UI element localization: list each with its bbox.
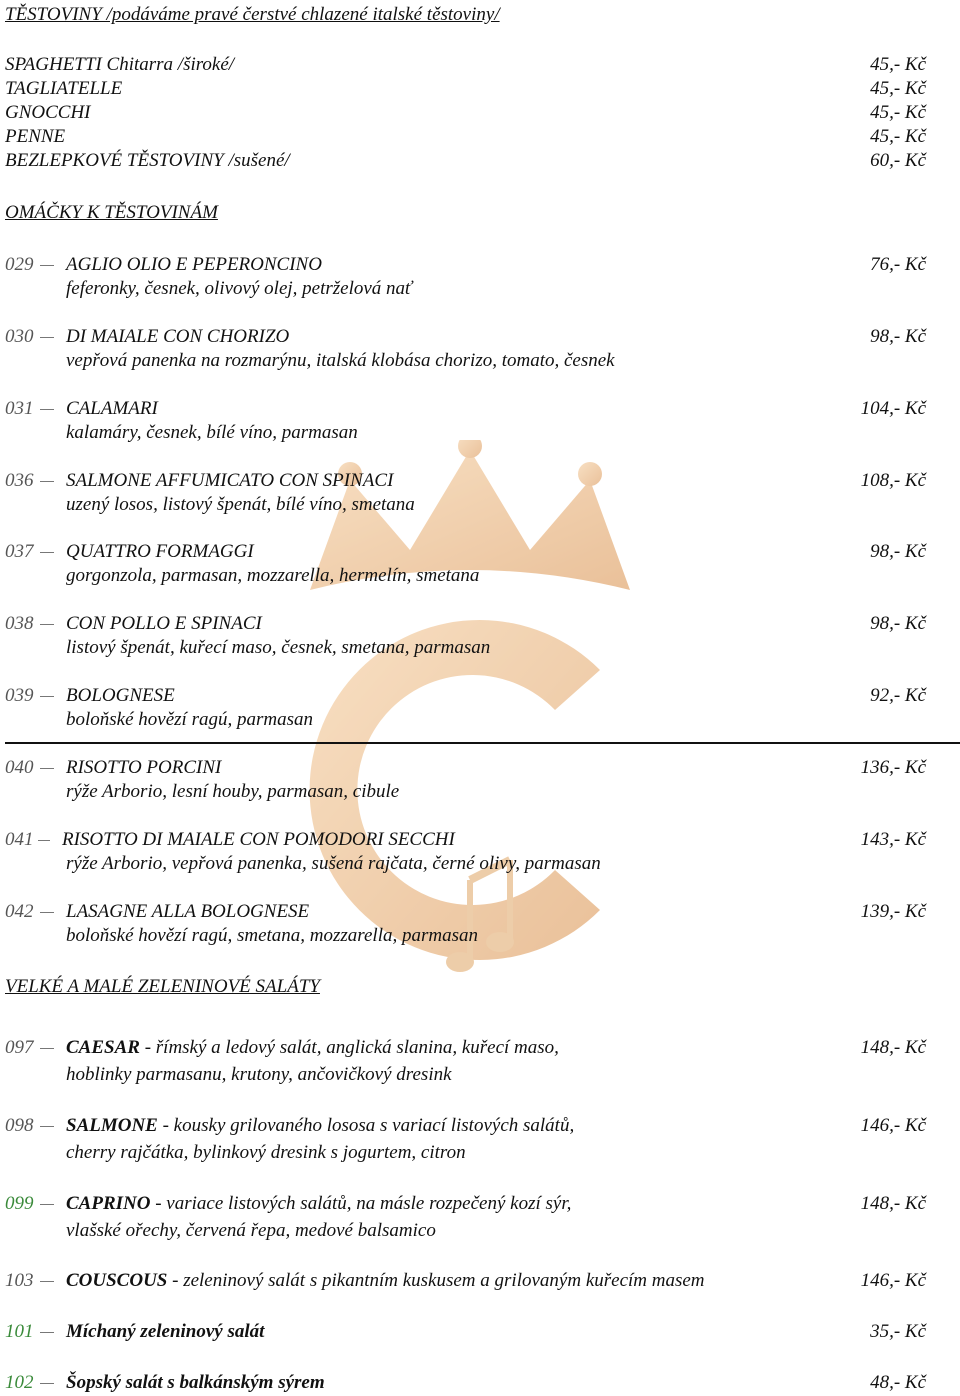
item-price: 136,- Kč [860,757,926,778]
item-name-line [66,1114,574,1138]
dash-divider [40,696,54,697]
item-description-row [0,780,960,804]
item-price: 108,- Kč [860,470,926,491]
menu-item [0,469,960,493]
menu-item [0,828,960,852]
item-price: 45,- Kč [870,126,926,147]
menu-item [0,900,960,924]
item-price: 148,- Kč [860,1037,926,1058]
item-name: BEZLEPKOVÉ TĚSTOVINY /sušené/ [5,150,290,171]
dash-divider [40,1204,54,1205]
dash-divider [40,481,54,482]
item-name: CAPRINO [66,1193,151,1214]
item-name: TAGLIATELLE [5,78,123,99]
item-description: vepřová panenka na rozmarýnu, italská klobása chorizo, tomato, česnek [66,350,615,371]
item-name: SALMONE [66,1115,158,1136]
horizontal-divider [5,742,960,744]
item-name: SPAGHETTI Chitarra /široké/ [5,54,235,75]
dash-divider [40,768,54,769]
item-name: COUSCOUS [66,1270,168,1291]
item-price: 45,- Kč [870,102,926,123]
menu-item [0,1269,960,1293]
item-description: hoblinky parmasanu, krutony, ančovičkový dresink [66,1064,452,1085]
item-name-line [66,1192,571,1216]
item-description-row [0,421,960,445]
item-name-line [66,1320,264,1344]
item-name: Míchaný zeleninový salát [66,1321,265,1342]
dash-divider [40,552,54,553]
item-description-row [0,277,960,301]
item-description: boloňské hovězí ragú, parmasan [66,709,313,730]
menu-item [0,612,960,636]
item-price: 35,- Kč [870,1321,926,1342]
item-name-line [66,1371,325,1395]
menu-item [0,1192,960,1216]
item-name-line [66,1269,705,1293]
item-price: 48,- Kč [870,1372,926,1393]
dash-divider [40,337,54,338]
dash-divider [40,1383,54,1384]
item-name: LASAGNE ALLA BOLOGNESE [66,901,310,922]
item-description: uzený losos, listový špenát, bílé víno, smetana [66,494,415,515]
menu-item [0,1371,960,1395]
item-description: cherry rajčátka, bylinkový dresink s jogurtem, citron [66,1142,466,1163]
item-name: CAESAR [66,1037,140,1058]
dash-divider [40,1332,54,1333]
item-code: 037 [5,541,34,562]
item-description: rýže Arborio, lesní houby, parmasan, cibule [66,781,400,802]
item-code: 040 [5,757,34,778]
item-price: 45,- Kč [870,78,926,99]
item-text: - variace listových salátů, na másle rozpečený kozí sýr, [150,1193,572,1214]
menu-item [0,149,960,173]
item-name: BOLOGNESE [66,685,175,706]
menu-item [0,540,960,564]
menu-item [0,253,960,277]
menu-item [0,1114,960,1138]
item-code: 029 [5,254,34,275]
item-text: - kousky grilovaného lososa s variací listových salátů, [157,1115,575,1136]
item-code: 098 [5,1115,34,1136]
item-description-row [0,636,960,660]
item-name: Šopský salát s balkánským sýrem [66,1372,325,1393]
item-name: SALMONE AFFUMICATO CON SPINACI [66,470,394,491]
item-description: vlašské ořechy, červená řepa, medové balsamico [66,1220,436,1241]
item-name: RISOTTO DI MAIALE CON POMODORI SECCHI [62,829,455,850]
dash-divider [40,265,54,266]
item-name-line [66,1036,559,1060]
menu-item [0,684,960,708]
item-text: - zeleninový salát s pikantním kuskusem a grilovaným kuřecím masem [167,1270,705,1291]
section-title-salads: VELKÉ A MALÉ ZELENINOVÉ SALÁTY [5,976,320,997]
item-price: 139,- Kč [860,901,926,922]
item-price: 104,- Kč [860,398,926,419]
item-code: 097 [5,1037,34,1058]
item-description: boloňské hovězí ragú, smetana, mozzarella, parmasan [66,925,478,946]
item-name: GNOCCHI [5,102,91,123]
item-description: gorgonzola, parmasan, mozzarella, hermelín, smetana [66,565,480,586]
item-price: 146,- Kč [860,1115,926,1136]
dash-divider [40,624,54,625]
item-code: 101 [5,1321,34,1342]
section-title-pasta: TĚSTOVINY /podáváme pravé čerstvé chlazené italské těstoviny/ [5,4,500,25]
dash-divider [40,1281,54,1282]
item-price: 98,- Kč [870,541,926,562]
item-name: PENNE [5,126,66,147]
item-price: 45,- Kč [870,54,926,75]
item-code: 041 [5,829,34,850]
item-price: 146,- Kč [860,1270,926,1291]
dash-divider [40,1048,54,1049]
item-description-row [0,349,960,373]
section-title-sauces: OMÁČKY K TĚSTOVINÁM [5,202,218,223]
item-name: RISOTTO PORCINI [66,757,222,778]
item-price: 98,- Kč [870,326,926,347]
item-price: 76,- Kč [870,254,926,275]
item-code: 038 [5,613,34,634]
item-description-row [0,564,960,588]
item-description-row [0,1141,960,1165]
item-price: 92,- Kč [870,685,926,706]
item-description: listový špenát, kuřecí maso, česnek, smetana, parmasan [66,637,491,658]
item-description: rýže Arborio, vepřová panenka, sušená rajčata, černé olivy, parmasan [66,853,601,874]
item-code: 042 [5,901,34,922]
item-name: DI MAIALE CON CHORIZO [66,326,290,347]
item-description-row [0,852,960,876]
menu-item [0,756,960,780]
item-description-row [0,924,960,948]
menu-item [0,1036,960,1060]
menu-item [0,101,960,125]
item-code: 030 [5,326,34,347]
dash-divider [40,409,54,410]
item-text: - římský a ledový salát, anglická slanina, kuřecí maso, [139,1037,559,1058]
item-price: 98,- Kč [870,613,926,634]
menu-item [0,1320,960,1344]
item-code: 031 [5,398,34,419]
item-description-row [0,708,960,732]
menu-item [0,53,960,77]
item-code: 039 [5,685,34,706]
item-price: 148,- Kč [860,1193,926,1214]
menu-item [0,325,960,349]
item-description-row [0,493,960,517]
dash-divider [40,912,54,913]
item-name: CALAMARI [66,398,158,419]
item-price: 60,- Kč [870,150,926,171]
item-description: feferonky, česnek, olivový olej, petrželová nať [66,278,412,299]
item-code: 099 [5,1193,34,1214]
item-name: QUATTRO FORMAGGI [66,541,254,562]
menu-item [0,77,960,101]
item-description-row [0,1063,960,1087]
item-code: 103 [5,1270,34,1291]
dash-divider [38,840,50,841]
item-name: CON POLLO E SPINACI [66,613,262,634]
item-code: 102 [5,1372,34,1393]
item-code: 036 [5,470,34,491]
menu-item [0,397,960,421]
item-name: AGLIO OLIO E PEPERONCINO [66,254,322,275]
item-description: kalamáry, česnek, bílé víno, parmasan [66,422,358,443]
item-description-row [0,1219,960,1243]
dash-divider [40,1126,54,1127]
item-price: 143,- Kč [860,829,926,850]
menu-item [0,125,960,149]
